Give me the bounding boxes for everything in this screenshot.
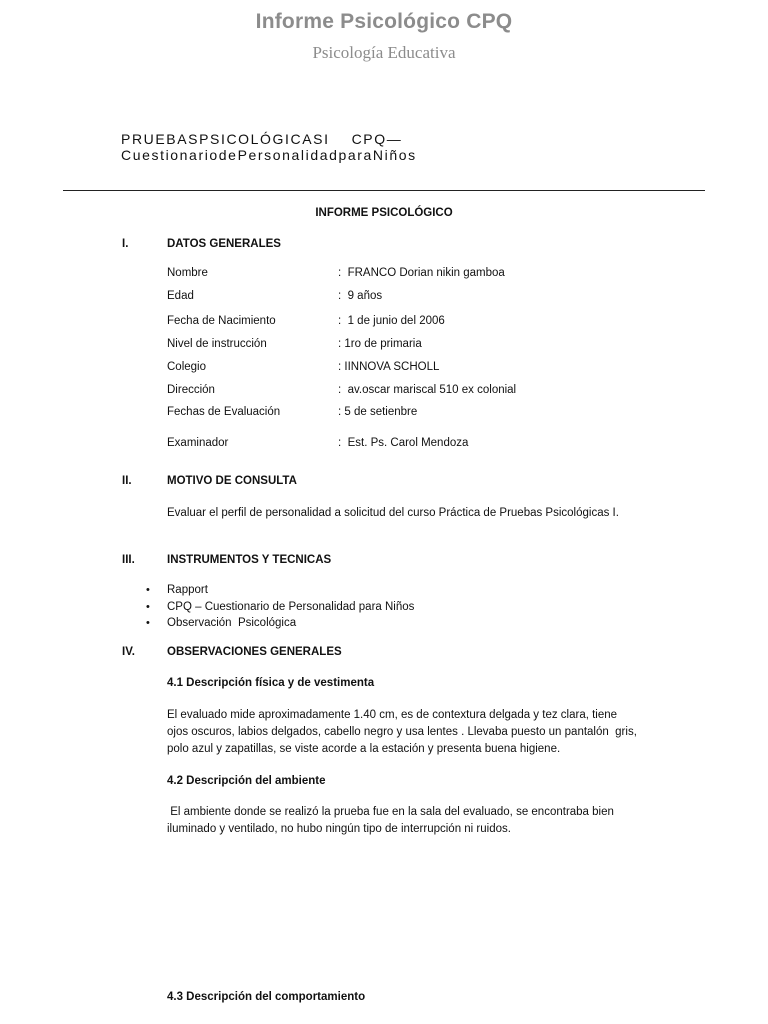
test-title (121, 131, 741, 163)
field-label-nivel-instruccion: Nivel de instrucción (167, 338, 267, 350)
bullet-dot: • (146, 584, 150, 596)
field-label-fecha-nacimiento: Fecha de Nacimiento (167, 315, 276, 327)
horizontal-rule (63, 190, 705, 191)
section-3-title: INSTRUMENTOS Y TECNICAS (167, 554, 332, 566)
section-1-number: I. (122, 238, 129, 250)
paragraph-line: El ambiente donde se realizó la prueba fue en la sala del evaluado, se encontraba bien (167, 806, 614, 818)
environment-description-text (167, 804, 727, 838)
test-title-line-1: PRUEBASPSICOLÓGICASI CPQ— (121, 131, 403, 147)
subsection-4-3-title: 4.3 Descripción del comportamiento (167, 991, 366, 1003)
physical-description-text (167, 707, 727, 758)
paragraph-line: El evaluado mide aproximadamente 1.40 cm, es de contextura delgada y tez clara, tiene (167, 709, 618, 721)
field-label-direccion: Dirección (167, 384, 215, 396)
instrument-item: CPQ – Cuestionario de Personalidad para Niños (167, 601, 415, 613)
field-value-examinador: : Est. Ps. Carol Mendoza (338, 437, 469, 449)
consultation-reason-text: Evaluar el perfil de personalidad a solicitud del curso Práctica de Pruebas Psicológicas I. (167, 507, 619, 519)
test-title-line-2: CuestionariodePersonalidadparaNiños (121, 147, 417, 163)
paragraph-line: ojos oscuros, labios delgados, cabello negro y usa lentes . Llevaba puesto un pantalón gris, (167, 726, 637, 738)
subsection-4-1-title: 4.1 Descripción física y de vestimenta (167, 677, 375, 689)
report-header-title: Informe Psicológico CPQ (255, 10, 513, 33)
section-4-number: IV. (122, 646, 136, 658)
document-title: INFORME PSICOLÓGICO (315, 207, 453, 219)
section-2-title: MOTIVO DE CONSULTA (167, 475, 297, 487)
subsection-4-2-title: 4.2 Descripción del ambiente (167, 775, 326, 787)
bullet-dot: • (146, 617, 150, 629)
field-value-nombre: : FRANCO Dorian nikin gamboa (338, 267, 505, 279)
field-value-nivel-instruccion: : 1ro de primaria (338, 338, 422, 350)
bullet-dot: • (146, 601, 150, 613)
field-label-nombre: Nombre (167, 267, 208, 279)
field-label-edad: Edad (167, 290, 194, 302)
section-3-number: III. (122, 554, 135, 566)
section-2-number: II. (122, 475, 132, 487)
field-value-direccion: : av.oscar mariscal 510 ex colonial (338, 384, 517, 396)
field-value-colegio: : IINNOVA SCHOLL (338, 361, 440, 373)
field-value-fechas-evaluacion: : 5 de setienbre (338, 406, 418, 418)
instrument-item: Observación Psicológica (167, 617, 297, 629)
paragraph-line: polo azul y zapatillas, se viste acorde a la estación y presenta buena higiene. (167, 743, 561, 755)
field-value-edad: : 9 años (338, 290, 383, 302)
section-1-title: DATOS GENERALES (167, 238, 281, 250)
report-header-subtitle: Psicología Educativa (312, 43, 456, 62)
field-label-colegio: Colegio (167, 361, 206, 373)
field-label-fechas-evaluacion: Fechas de Evaluación (167, 406, 281, 418)
instrument-item: Rapport (167, 584, 208, 596)
section-4-title: OBSERVACIONES GENERALES (167, 646, 342, 658)
field-label-examinador: Examinador (167, 437, 229, 449)
paragraph-line: iluminado y ventilado, no hubo ningún tipo de interrupción ni ruidos. (167, 823, 511, 835)
field-value-fecha-nacimiento: : 1 de junio del 2006 (338, 315, 445, 327)
